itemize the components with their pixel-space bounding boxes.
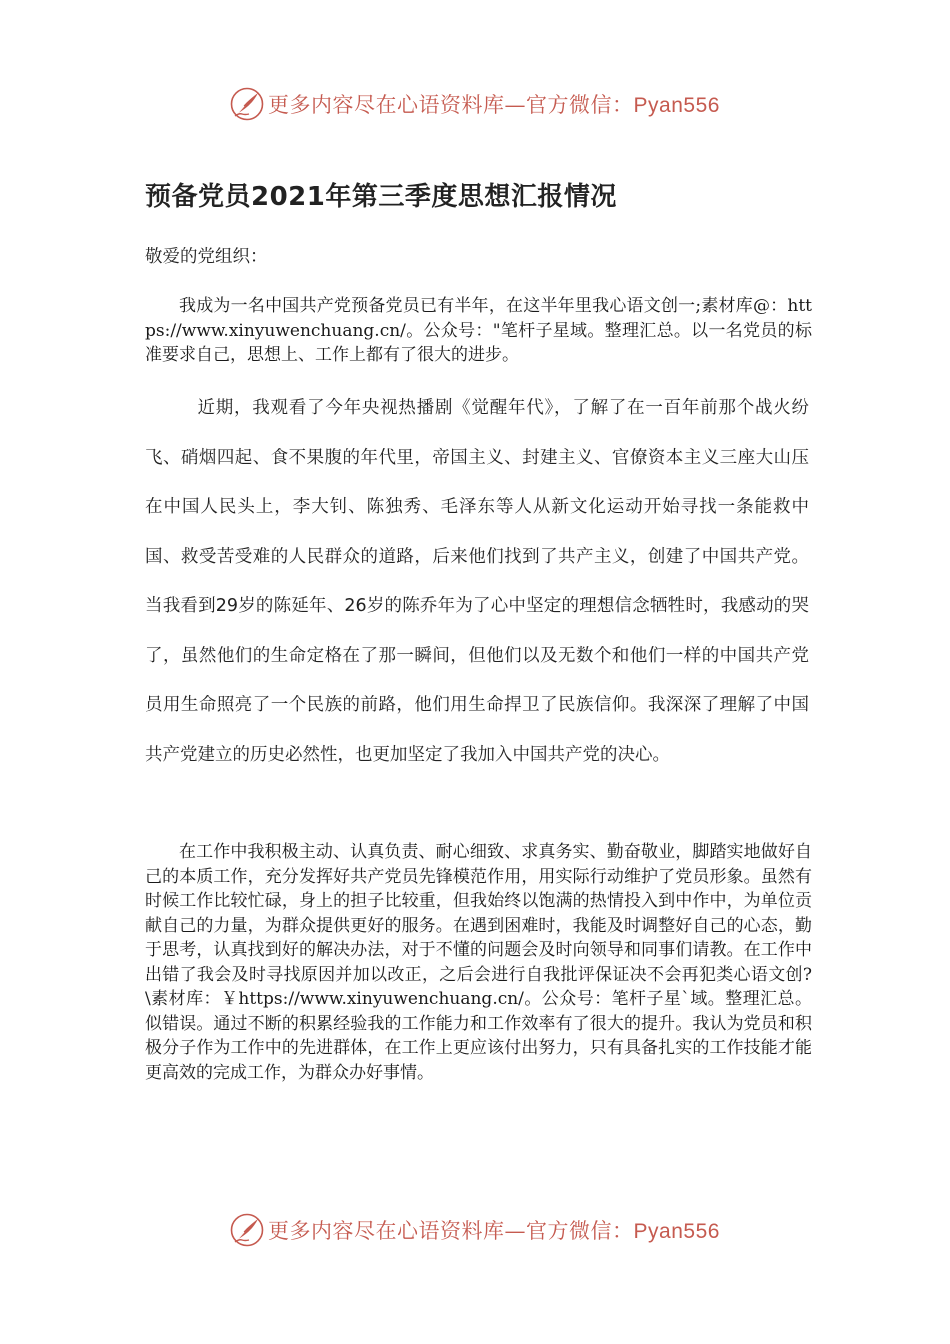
banner-contact-label: 官方微信： — [526, 1219, 634, 1243]
banner-text — [268, 1215, 720, 1245]
banner-label: 更多内容尽在心语资料库 — [268, 1219, 505, 1243]
banner-handle: Pyan556 — [633, 94, 720, 117]
footer-banner — [0, 1208, 950, 1252]
banner-dash: — — [504, 93, 527, 117]
paragraph-intro: 我成为一名中国共产党预备党员已有半年，在这半年里我心语文创一;素材库@：https://www.xinyuwenchuang.cn/。公众号："笔杆子星域。整理汇总。以一名党员的标准要求自己，思想上、工作上都有了很大的进步。 — [145, 296, 812, 365]
header-banner — [0, 82, 950, 126]
quill-pen-logo-icon — [230, 1213, 264, 1247]
banner-text — [268, 89, 720, 119]
paragraph-work: 在工作中我积极主动、认真负责、耐心细致、求真务实、勤奋敬业，脚踏实地做好自己的本质工作，充分发挥好共产党员先锋模范作用，用实际行动维护了党员形象。虽然有时候工作比较忙碌，身上的担子比较重，但我始终以饱满的热情投入到中作中，为单位贡献自己的力量，为群众提供更好的服务。在遇到困难时，我能及时调整好自己的心态，勤于思考，认真找到好的解决办法，对于不懂的问题会及时向领导和同事们请教。在工作中出错了我会及时寻找原因并加以改正，之后会进行自我批评保证决不会再犯类心语文创?\素材库：￥https://www.xinyuwenchuang.cn/。公众号：笔杆子星`域。整理汇总。似错误。通过不断的积累经验我的工作能力和工作效率有了很大的提升。我认为党员和积极分子作为工作中的先进群体，在工作上更应该付出努力，只有具备扎实的工作技能才能更高效的完成工作，为群众办好事情。 — [145, 842, 812, 1083]
banner-label: 更多内容尽在心语资料库 — [268, 93, 505, 117]
page-title: 预备党员2021年第三季度思想汇报情况 — [145, 182, 617, 212]
banner-handle: Pyan556 — [633, 1220, 720, 1243]
paragraph-awakening-age: 近期，我观看了今年央视热播剧《觉醒年代》，了解了在一百年前那个战火纷飞、硝烟四起、食不果腹的年代里，帝国主义、封建主义、官僚资本主义三座大山压在中国人民头上，李大钊、陈独秀、毛泽东等人从新文化运动开始寻找一条能救中国、救受苦受难的人民群众的道路，后来他们找到了共产主义，创建了中国共产党。当我看到29岁的陈延年、26岁的陈乔年为了心中坚定的理想信念牺牲时，我感动的哭了，虽然他们的生命定格在了那一瞬间，但他们以及无数个和他们一样的中国共产党员用生命照亮了一个民族的前路，他们用生命捍卫了民族信仰。我深深了理解了中国共产党建立的历史必然性，也更加坚定了我加入中国共产党的决心。 — [145, 398, 809, 765]
quill-pen-logo-icon — [230, 87, 264, 121]
salutation: 敬爱的党组织： — [145, 247, 268, 267]
banner-contact-label: 官方微信： — [526, 93, 634, 117]
banner-dash: — — [504, 1219, 527, 1243]
